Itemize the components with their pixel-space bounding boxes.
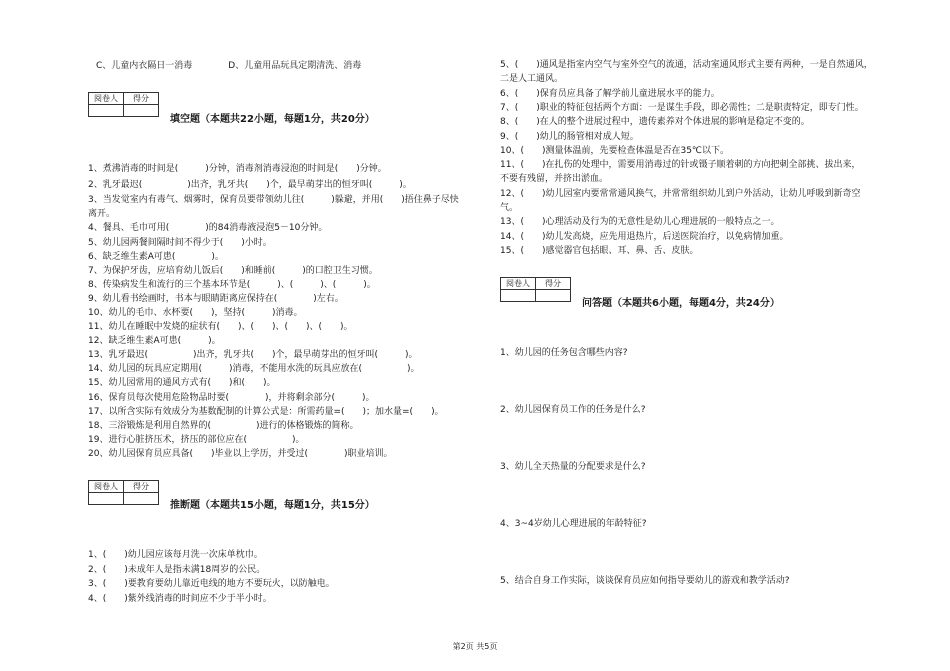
score-label: 得分 xyxy=(124,93,159,105)
score-label: 得分 xyxy=(124,481,159,493)
judge-item: 二是人工通风。 xyxy=(500,74,564,84)
judge-item: 14、( )幼儿发高烧，应先用退热片，后送医院治疗，以免病情加重。 xyxy=(500,232,789,242)
judge-item: 4、( )紫外线消毒的时间应不少于半小时。 xyxy=(88,594,272,604)
judge-item: 5、( )通风是指室内空气与室外空气的流通，活动室通风形式主要有两种，一是自然通风， xyxy=(500,60,873,70)
judge-item: 9、( )幼儿的肠管相对成人短。 xyxy=(500,132,639,142)
judge-item: 不要有残留，并挤出淤血。 xyxy=(500,174,609,184)
fill-item: 7、为保护牙齿，应培育幼儿饭后( )和睡前( )的口腔卫生习惯。 xyxy=(88,266,378,276)
judge-item: 6、( )保育员应具备了解学前儿童进展水平的能力。 xyxy=(500,89,720,99)
option-line: C、儿童内衣隔日一消毒 D、儿童用品玩具定期清洗、消毒 xyxy=(96,61,362,71)
fill-item: 20、幼儿园保育员应具备( )毕业以上学历，并受过( )职业培训。 xyxy=(88,449,393,459)
score-box xyxy=(500,277,571,302)
fill-item: 1、煮沸消毒的时间是( )分钟，消毒剂消毒浸泡的时间是( )分钟。 xyxy=(88,164,387,174)
judge-item: 12、( )幼儿园室内要常常通风换气，并常常组织幼儿到户外活动，让幼儿呼吸到新奇空 xyxy=(500,189,861,199)
qa-item: 3、幼儿全天热量的分配要求是什么? xyxy=(500,462,646,472)
grader-cell xyxy=(501,290,536,302)
judge-item: 气。 xyxy=(500,203,519,213)
fill-item: 13、乳牙最迟( )出齐，乳牙共( )个，最早萌芽出的恒牙叫( )。 xyxy=(88,350,418,360)
score-cell xyxy=(536,290,571,302)
fill-item: 18、三浴锻炼是利用自然界的( )进行的体格锻炼的简称。 xyxy=(88,421,359,431)
fill-item: 19、进行心脏挤压术，挤压的部位应在( )。 xyxy=(88,435,305,445)
score-cell xyxy=(124,105,159,117)
fill-item: 3、当发觉室内有毒气、烟雾时，保育员要带领幼儿往( )躲避，并用( )捂住鼻子尽快 xyxy=(88,195,459,205)
fill-item: 16、保育员每次使用危险物品时要( )，并将剩余部分( )。 xyxy=(88,393,375,403)
fill-item: 2、乳牙最迟( )出齐，乳牙共( )个，最早萌芽出的恒牙叫( )。 xyxy=(88,180,412,190)
judge-item: 1、( )幼儿园应该每月洗一次床单枕巾。 xyxy=(88,550,263,560)
grader-label: 阅卷人 xyxy=(89,93,124,105)
grader-label: 阅卷人 xyxy=(501,278,536,290)
fill-item: 12、缺乏维生素A可患( )。 xyxy=(88,336,221,346)
grader-cell xyxy=(89,493,124,505)
page-number: 第2页 共5页 xyxy=(452,642,498,651)
fill-item: 17、以所含实际有效成分为基数配制的计算公式是：所需药量=( )；加水量=( )。 xyxy=(88,407,444,417)
judge-item: 15、( )感觉器官包括眼、耳、鼻、舌、皮肤。 xyxy=(500,246,699,256)
score-cell xyxy=(124,493,159,505)
fill-item: 14、幼儿园的玩具应定期用( )消毒，不能用水洗的玩具应放在( )。 xyxy=(88,364,420,374)
fill-item: 6、缺乏维生素A可患( )。 xyxy=(88,252,224,262)
fill-item: 5、幼儿园两餐间隔时间不得少于( )小时。 xyxy=(88,238,272,248)
fill-section-title: 填空题（本题共22小题，每题1分，共20分） xyxy=(170,114,375,125)
qa-item: 1、幼儿园的任务包含哪些内容? xyxy=(500,348,628,358)
qa-item: 5、结合自身工作实际，谈谈保育员应如何指导要幼儿的游戏和教学活动? xyxy=(500,576,790,586)
fill-item: 10、幼儿的毛巾、水杯要( )，坚持( )消毒。 xyxy=(88,308,303,318)
grader-cell xyxy=(89,105,124,117)
fill-item: 15、幼儿园常用的通风方式有( )和( )。 xyxy=(88,378,276,388)
judge-item: 2、( )未成年人是指未满18周岁的公民。 xyxy=(88,565,266,575)
fill-item: 4、餐具、毛巾可用( )的84消毒液浸泡5－10分钟。 xyxy=(88,223,328,233)
judge-item: 3、( )要教育要幼儿靠近电线的地方不要玩火，以防触电。 xyxy=(88,579,335,589)
fill-item: 9、幼儿看书绘画时，书本与眼睛距离应保持在( )左右。 xyxy=(88,294,344,304)
judge-item: 7、( )职业的特征包括两个方面：一是谋生手段，即必需性；二是职责特定，即专门性。 xyxy=(500,103,864,113)
judge-section-title: 推断题（本题共15小题，每题1分，共15分） xyxy=(170,500,375,511)
judge-item: 13、( )心理活动及行为的无意性是幼儿心理进展的一般特点之一。 xyxy=(500,217,780,227)
qa-section-title: 问答题（本题共6小题，每题4分，共24分） xyxy=(582,298,780,309)
fill-item: 8、传染病发生和流行的三个基本环节是( )、( )、( )。 xyxy=(88,280,376,290)
score-box xyxy=(88,480,159,505)
score-box xyxy=(88,92,159,117)
judge-item: 10、( )测量体温前，先要检查体温是否在35℃以下。 xyxy=(500,146,730,156)
grader-label: 阅卷人 xyxy=(89,481,124,493)
score-label: 得分 xyxy=(536,278,571,290)
fill-item: 11、幼儿在睡眠中发烧的症状有( )、( )、( )、( )。 xyxy=(88,322,353,332)
judge-item: 11、( )在扎伤的处理中，需要用消毒过的针或镊子顺着刺的方向把刺全部挑、拔出来， xyxy=(500,160,861,170)
qa-item: 2、幼儿园保育员工作的任务是什么? xyxy=(500,405,646,415)
judge-item: 8、( )在人的整个进展过程中，遗传素养对个体进展的影响是稳定不变的。 xyxy=(500,117,810,127)
qa-item: 4、3~4岁幼儿心理进展的年龄特征? xyxy=(500,519,647,529)
fill-item: 离开。 xyxy=(88,209,116,219)
